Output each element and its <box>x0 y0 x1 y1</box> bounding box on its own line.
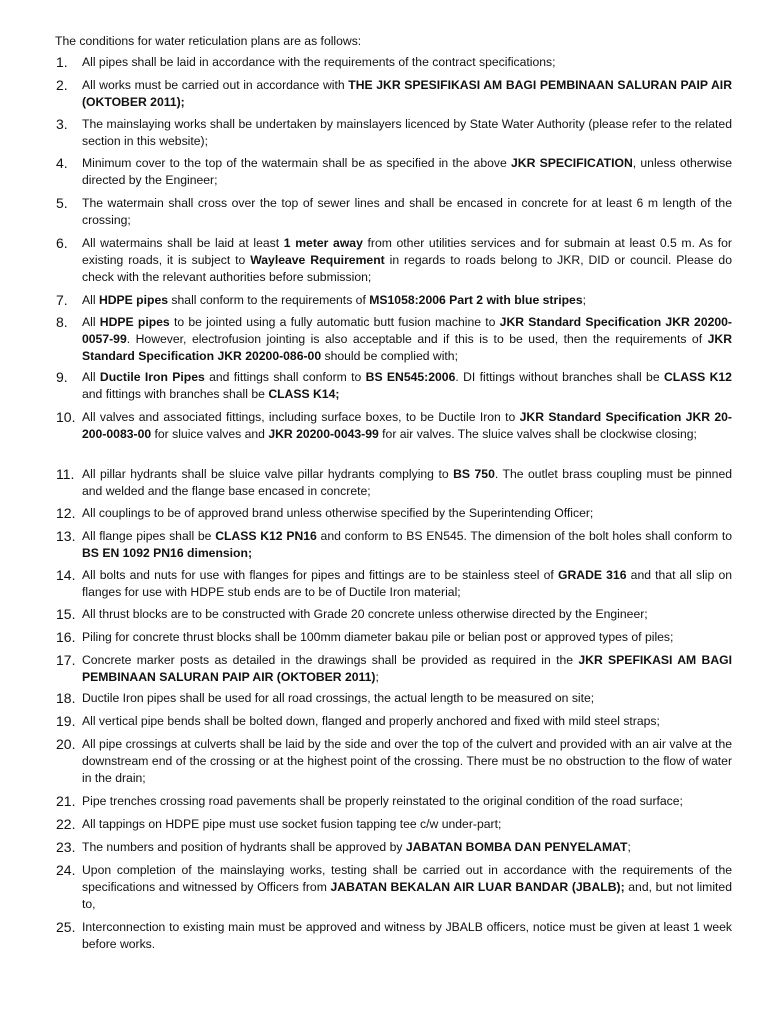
text-segment: Pipe trenches crossing road pavements shall be properly reinstated to the original condition of the road surface; <box>82 794 683 808</box>
bold-text: BS EN545:2006 <box>365 370 456 384</box>
text-segment: Interconnection to existing main must be approved and witness by JBALB officers, notice must be given at least 1 week before works. <box>82 920 732 951</box>
text-segment: and that all slip on flanges for use with HDPE stub ends are to be of Ductile Iron material; <box>82 568 733 599</box>
list-item-number: 13. <box>56 528 76 544</box>
text-segment: should be complied with; <box>321 349 458 363</box>
list-item-number: 19. <box>56 713 76 729</box>
bold-text: Wayleave Requirement <box>250 253 385 267</box>
list-item-number: 16. <box>56 629 76 645</box>
text-segment: All flange pipes shall be <box>82 529 216 543</box>
list-item-number: 24. <box>56 862 76 878</box>
bold-text: Ductile Iron Pipes <box>99 370 205 384</box>
list-item-text <box>82 567 732 601</box>
list-item-text <box>82 235 732 286</box>
list-item-text <box>82 690 732 707</box>
bold-text: BS EN 1092 PN16 dimension; <box>82 546 253 560</box>
bold-text: GRADE 316 <box>557 568 627 582</box>
text-segment: and fittings with branches shall be <box>82 387 269 401</box>
text-segment: All pillar hydrants shall be sluice valve pillar hydrants complying to <box>82 467 454 481</box>
list-item-text <box>82 793 732 810</box>
list-item-text <box>82 713 732 730</box>
text-segment: Upon completion of the mainslaying works, testing shall be carried out in accordance with the requirements of the specifications and witnessed by Officers from <box>82 863 732 894</box>
text-segment: . The outlet brass coupling must be pinned and welded and the flange base encased in concrete; <box>82 467 732 498</box>
bold-text: JKR Standard Specification JKR 20200-0057-99 <box>82 315 732 346</box>
text-segment: . However, electrofusion jointing is also acceptable and if this is to be used, then the requirements of <box>126 332 708 346</box>
list-item-text <box>82 736 732 787</box>
list-item-number: 2. <box>56 77 68 93</box>
text-segment: , unless otherwise directed by the Engineer; <box>82 156 732 187</box>
list-item-number: 17. <box>56 652 76 668</box>
list-item-text <box>82 409 732 443</box>
text-segment: and conform to BS EN545. The dimension of the bolt holes shall conform to <box>316 529 732 543</box>
list-item-text <box>82 155 732 189</box>
list-item-number: 1. <box>56 54 68 70</box>
bold-text: CLASS K12 <box>663 370 732 384</box>
list-item-text <box>82 919 732 953</box>
list-item-text <box>82 629 732 646</box>
text-segment: All couplings to be of approved brand unless otherwise specified by the Superintending Officer; <box>82 506 594 520</box>
text-segment: The watermain shall cross over the top of sewer lines and shall be encased in concrete for at least 6 m length of the crossing; <box>82 196 732 227</box>
list-item-number: 10. <box>56 409 76 425</box>
bold-text: HDPE pipes <box>98 293 169 307</box>
list-item-number: 5. <box>56 195 68 211</box>
list-item-text <box>82 606 732 623</box>
list-item-text <box>82 116 732 150</box>
bold-text: THE JKR SPESIFIKASI AM BAGI PEMBINAAN SALURAN PAIP AIR (OKTOBER 2011); <box>82 78 732 109</box>
text-segment: shall conform to the requirements of <box>168 293 370 307</box>
text-segment: Concrete marker posts as detailed in the drawings shall be provided as required in the <box>82 653 579 667</box>
text-segment: and, but not limited to, <box>82 880 732 911</box>
list-item-text <box>82 314 732 365</box>
bold-text: JKR SPECIFICATION <box>510 156 633 170</box>
list-item-text <box>82 369 732 403</box>
list-item-text <box>82 816 732 833</box>
text-segment: The mainslaying works shall be undertaken by mainslayers licenced by State Water Authority (please refer to the related section in this website); <box>82 117 732 148</box>
list-item-text <box>82 528 732 562</box>
list-item-number: 6. <box>56 235 68 251</box>
bold-text: JKR Standard Specification JKR 20-200-0083-00 <box>82 410 732 441</box>
text-segment: All pipe crossings at culverts shall be laid by the side and over the top of the culvert and provided with an air valve at the downstream end of the crossing or at the highest point of the crossing. There must be no obstruction to the flow of water in the drain; <box>82 737 732 785</box>
text-segment: All <box>82 315 100 329</box>
bold-text: CLASS K14; <box>268 387 340 401</box>
list-item-text <box>82 292 732 309</box>
list-item-number: 15. <box>56 606 76 622</box>
text-segment: for air valves. The sluice valves shall be clockwise closing; <box>378 427 697 441</box>
bold-text: JKR Standard Specification JKR 20200-086-00 <box>82 332 732 363</box>
list-item-text <box>82 839 732 856</box>
list-item-number: 8. <box>56 314 68 330</box>
text-segment: All <box>82 370 100 384</box>
text-segment: ; <box>627 840 631 854</box>
text-segment: ; <box>582 293 586 307</box>
list-item-number: 25. <box>56 919 76 935</box>
list-item-text <box>82 54 732 71</box>
bold-text: HDPE pipes <box>99 315 170 329</box>
list-item-number: 22. <box>56 816 76 832</box>
list-item-number: 14. <box>56 567 76 583</box>
list-item-number: 12. <box>56 505 76 521</box>
bold-text: CLASS K12 PN16 <box>215 529 317 543</box>
list-item-text <box>82 862 732 913</box>
text-segment: ; <box>375 670 379 684</box>
text-segment: All bolts and nuts for use with flanges for pipes and fittings are to be stainless steel of <box>82 568 558 582</box>
bold-text: JKR 20200-0043-99 <box>268 427 379 441</box>
list-item-number: 23. <box>56 839 76 855</box>
bold-text: JKR SPEFIKASI AM BAGI PEMBINAAN SALURAN PAIP AIR (OKTOBER 2011) <box>82 653 732 684</box>
list-item-text <box>82 652 732 686</box>
text-segment: Minimum cover to the top of the watermain shall be as specified in the above <box>82 156 511 170</box>
list-item-number: 11. <box>56 466 75 482</box>
list-item-number: 21. <box>56 793 76 809</box>
text-segment: All pipes shall be laid in accordance with the requirements of the contract specifications; <box>82 55 556 69</box>
list-item-number: 3. <box>56 116 68 132</box>
list-item-number: 18. <box>56 690 76 706</box>
bold-text: 1 meter away <box>283 236 363 250</box>
text-segment: from other utilities services and for submain at least 0.5 m. As for existing roads, it is subject to <box>82 236 732 267</box>
text-segment: . DI fittings without branches shall be <box>455 370 664 384</box>
list-item-number: 4. <box>56 155 68 171</box>
text-segment: and fittings shall conform to <box>204 370 366 384</box>
text-segment: Ductile Iron pipes shall be used for all road crossings, the actual length to be measured on site; <box>82 691 595 705</box>
bold-text: MS1058:2006 Part 2 with blue stripes <box>369 293 583 307</box>
text-segment: All tappings on HDPE pipe must use socket fusion tapping tee c/w under-part; <box>82 817 502 831</box>
list-item-text <box>82 466 732 500</box>
text-segment: The numbers and position of hydrants shall be approved by <box>82 840 406 854</box>
text-segment: All <box>82 293 99 307</box>
text-segment: All works must be carried out in accordance with <box>82 78 349 92</box>
text-segment: for sluice valves and <box>151 427 269 441</box>
text-segment: All watermains shall be laid at least <box>82 236 284 250</box>
text-segment: All vertical pipe bends shall be bolted down, flanged and properly anchored and fixed with mild steel straps; <box>82 714 660 728</box>
text-segment: All valves and associated fittings, including surface boxes, to be Ductile Iron to <box>82 410 520 424</box>
text-segment: in regards to roads belong to JKR, DID or council. Please do check with the relevant authorities before submission; <box>82 253 732 284</box>
text-segment: to be jointed using a fully automatic butt fusion machine to <box>169 315 500 329</box>
list-item-number: 20. <box>56 736 76 752</box>
list-item-number: 9. <box>56 369 68 385</box>
intro-text: The conditions for water reticulation plans are as follows: <box>55 34 362 48</box>
text-segment: All thrust blocks are to be constructed with Grade 20 concrete unless otherwise directed by the Engineer; <box>82 607 648 621</box>
bold-text: BS 750 <box>453 467 495 481</box>
list-item-text <box>82 505 732 522</box>
list-item-number: 7. <box>56 292 68 308</box>
list-item-text <box>82 77 732 111</box>
bold-text: JABATAN BEKALAN AIR LUAR BANDAR (JBALB); <box>330 880 625 894</box>
text-segment: Piling for concrete thrust blocks shall be 100mm diameter bakau pile or belian post or approved types of piles; <box>82 630 674 644</box>
list-item-text <box>82 195 732 229</box>
bold-text: JABATAN BOMBA DAN PENYELAMAT <box>405 840 628 854</box>
